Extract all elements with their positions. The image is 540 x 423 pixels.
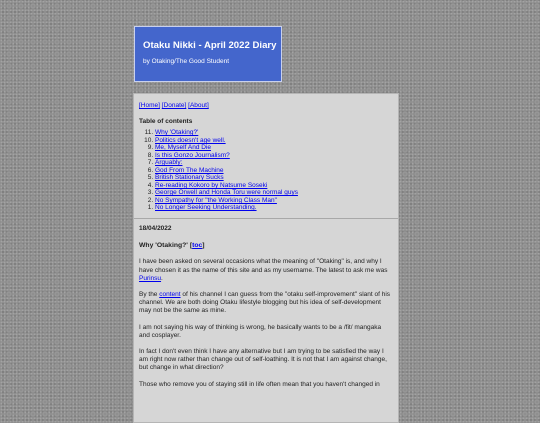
toc-item [155, 137, 393, 145]
toc-item-link[interactable]: Re-reading Kokoro by Natsume Soseki [155, 181, 268, 189]
toc-item [155, 129, 393, 137]
paragraph-2 [139, 291, 393, 316]
toc-item-link[interactable]: British Stationary Sucks [155, 174, 224, 182]
about-link[interactable]: [About] [188, 102, 209, 109]
toc-item [155, 174, 393, 182]
toc-item-link[interactable]: No Longer Seeking Understanding. [155, 204, 257, 212]
entry-heading: Why 'Otaking?' [toc] [139, 242, 205, 250]
entry-heading-text: Why 'Otaking?' [139, 242, 188, 250]
paragraph-1 [139, 258, 393, 283]
toc-item [155, 152, 393, 160]
main-content [133, 93, 399, 423]
toc-item-link[interactable]: Why 'Otaking?' [155, 129, 199, 137]
toc-item-link[interactable]: God From The Machine [155, 166, 224, 174]
donate-link[interactable]: [Donate] [161, 102, 187, 109]
toc-item-link[interactable]: Me, Myself And Die [155, 144, 211, 152]
toc-item-link[interactable]: Is this Gonzo Journalism? [155, 151, 230, 159]
top-nav [139, 102, 393, 110]
site-header [134, 26, 282, 82]
toc-item-link[interactable]: Politics doesn't age well. [155, 136, 226, 144]
toc-item [155, 197, 393, 205]
toc-item [155, 189, 393, 197]
divider [134, 218, 398, 219]
home-link[interactable]: [Home] [139, 102, 160, 109]
toc-item-link[interactable]: George Orwell and Honda Toru were normal guys [155, 189, 298, 197]
toc-item [155, 167, 393, 175]
paragraph-4: In fact I don't even think I have any alternative but I am trying to be satisfied the way I am right now rather than change out of self-loathing. It is not that I am against change, but change in what direction? [139, 347, 387, 372]
toc-title: Table of contents [139, 118, 193, 126]
page-title: Otaku Nikki - April 2022 Diary [143, 40, 277, 51]
toc-item [155, 144, 393, 152]
content-link[interactable]: content [159, 290, 181, 298]
paragraph-2-text: of his channel I can guess from the "otaku self-improvement" slant of his channel. We are both doing Otaku lifestyle blogging but his idea of self-development may not be the same as mine. [139, 290, 391, 315]
toc-item-link[interactable]: No Sympathy for "the Working Class Man" [155, 196, 277, 204]
toc-item-link[interactable]: Arguably: [155, 159, 183, 167]
paragraph-1-text: I have been asked on several occasions what the meaning of "Otaking" is, and why I have chosen it as the name of this site and as my username. The latest to ask me was [139, 258, 388, 274]
toc-item [155, 159, 393, 167]
paragraph-5: Those who remove you of staying still in life often mean that you haven't changed in [139, 380, 380, 388]
entry-date: 18/04/2022 [139, 224, 172, 232]
page-subtitle: by Otaking/The Good Student [143, 58, 229, 65]
paragraph-3: I am not saying his way of thinking is wrong, he basically wants to be a /fit/ mangaka and cosplayer. [139, 323, 382, 339]
purinsu-link[interactable]: Purinsu [139, 274, 162, 282]
toc-list [139, 129, 393, 212]
paragraph-2-start: By the [139, 290, 160, 298]
paragraph-1-end: . [161, 274, 163, 282]
toc-link[interactable]: toc [192, 242, 203, 250]
toc-item [155, 182, 393, 190]
toc-item [155, 204, 393, 212]
